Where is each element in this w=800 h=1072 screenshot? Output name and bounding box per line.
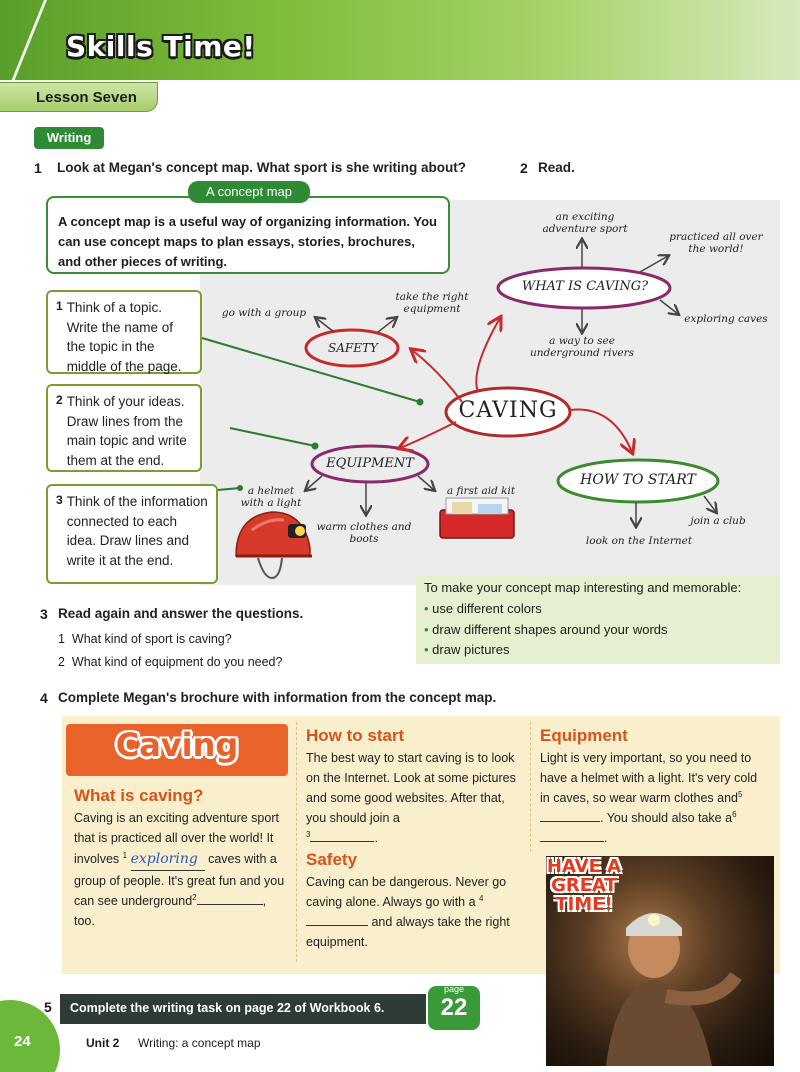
map-label-go-group: go with a group xyxy=(221,307,307,319)
map-equipment-label: EQUIPMENT xyxy=(326,456,414,471)
q3-item-2: 2 What kind of equipment do you need? xyxy=(58,655,283,669)
q3-item-1: 1 What kind of sport is caving? xyxy=(58,632,232,646)
page-title: Skills Time! xyxy=(66,30,256,63)
map-label-take-equipment: take the right equipment xyxy=(395,291,469,315)
q1-text: Look at Megan's concept map. What sport is she writing about? xyxy=(57,160,466,175)
footer-topic: Writing: a concept map xyxy=(138,1036,261,1050)
section-badge: Writing xyxy=(34,127,104,149)
step-3-text: Think of the information connected to each idea. Draw lines and write it at the end. xyxy=(66,494,208,568)
tips-intro: To make your concept map interesting and memorable: xyxy=(424,580,742,595)
brochure-divider-1 xyxy=(296,722,297,962)
q2-text: Read. xyxy=(538,160,575,175)
map-label-practiced: practiced all over the world! xyxy=(669,231,763,255)
equipment-text: Light is very important, so you need to have a helmet with a light. It's very cold in caves, so wear warm clothes and$^5$. You should also take $a^6$. xyxy=(540,751,758,845)
answer-1[interactable]: exploring xyxy=(131,848,205,871)
step-2-pointer xyxy=(230,428,315,446)
concept-definition-text: A concept map is a useful way of organizing information. You can use concept maps to plan essays, stories, brochures, and other pieces of writing. xyxy=(58,214,437,270)
workbook-page-number: 22 xyxy=(440,994,468,1021)
q2-number: 2 xyxy=(520,160,528,176)
blank-3[interactable] xyxy=(310,841,374,842)
how-to-start-text: The best way to start caving is to look on the Internet. Look at some pictures and some good websites. After that, you should join a $^3$ . xyxy=(306,751,516,845)
q5-number: 5 xyxy=(44,999,52,1015)
map-label-helmet: a helmet with a light xyxy=(240,485,302,509)
what-is-text: Caving is an exciting adventure sport that is practiced all over the world! It involves $^1$ exploring caves with a group of people. It's great fun and you can see underground$^2$ , too. xyxy=(74,811,285,929)
footer-page-number: 24 xyxy=(14,1033,31,1050)
concept-map-tab: A concept map xyxy=(188,181,310,203)
step-1-number: 1 xyxy=(56,299,63,313)
blank-5[interactable] xyxy=(540,821,600,822)
map-label-warm: warm clothes and boots xyxy=(316,521,412,545)
blank-6[interactable] xyxy=(540,841,604,842)
first-aid-kit-illustration xyxy=(440,498,514,538)
what-is-heading: What is caving? xyxy=(74,786,204,805)
tip-item-2: • draw different shapes around your words xyxy=(424,621,668,637)
step-3-number: 3 xyxy=(56,493,63,507)
q3-text: Read again and answer the questions. xyxy=(58,606,304,621)
helmet-illustration xyxy=(236,512,312,578)
map-label-first-aid: a first aid kit xyxy=(446,485,516,497)
equipment-heading: Equipment xyxy=(540,726,628,745)
safety-heading: Safety xyxy=(306,850,358,869)
footer-unit: Unit 2 xyxy=(86,1036,120,1050)
tip-item-3: • draw pictures xyxy=(424,642,510,658)
map-label-internet: look on the Internet xyxy=(585,535,693,547)
safety-text: Caving can be dangerous. Never go caving alone. Always go with a $^4$ and always take the right equipment. xyxy=(306,875,510,949)
map-center-label: CAVING xyxy=(458,398,558,423)
tips-box xyxy=(416,576,780,664)
step-1-text: Think of a topic. Write the name of the topic in the middle of the page. xyxy=(66,300,182,374)
q4-number: 4 xyxy=(40,690,48,706)
map-label-exploring: exploring caves xyxy=(684,313,768,325)
map-what-is-label: WHAT IS CAVING? xyxy=(521,279,649,294)
q4-text: Complete Megan's brochure with information from the concept map. xyxy=(58,690,497,705)
brochure-title: Caving xyxy=(115,726,239,764)
map-label-adventure: an exciting adventure sport xyxy=(542,211,628,235)
q3-number: 3 xyxy=(40,606,48,622)
blank-2[interactable] xyxy=(197,904,263,905)
q5-text: Complete the writing task on page 22 of Workbook 6. xyxy=(70,1001,385,1015)
map-label-join: join a club xyxy=(690,515,746,527)
photo-caption: HAVE A GREAT TIME! xyxy=(546,856,622,915)
map-how-to-start-label: HOW TO START xyxy=(580,472,696,488)
step-2-text: Think of your ideas. Draw lines from the main topic and write them at the end. xyxy=(66,394,187,468)
map-label-underground: a way to see underground rivers xyxy=(529,335,635,359)
step-2-number: 2 xyxy=(56,393,63,407)
workbook-page-label: page xyxy=(443,984,465,994)
how-to-start-heading: How to start xyxy=(306,726,405,745)
q1-number: 1 xyxy=(34,160,42,176)
map-safety-label: SAFETY xyxy=(328,341,378,355)
blank-4[interactable] xyxy=(306,925,368,926)
tip-item-1: • use different colors xyxy=(424,600,542,616)
brochure-divider-2 xyxy=(530,722,531,852)
lesson-label: Lesson Seven xyxy=(36,89,137,106)
